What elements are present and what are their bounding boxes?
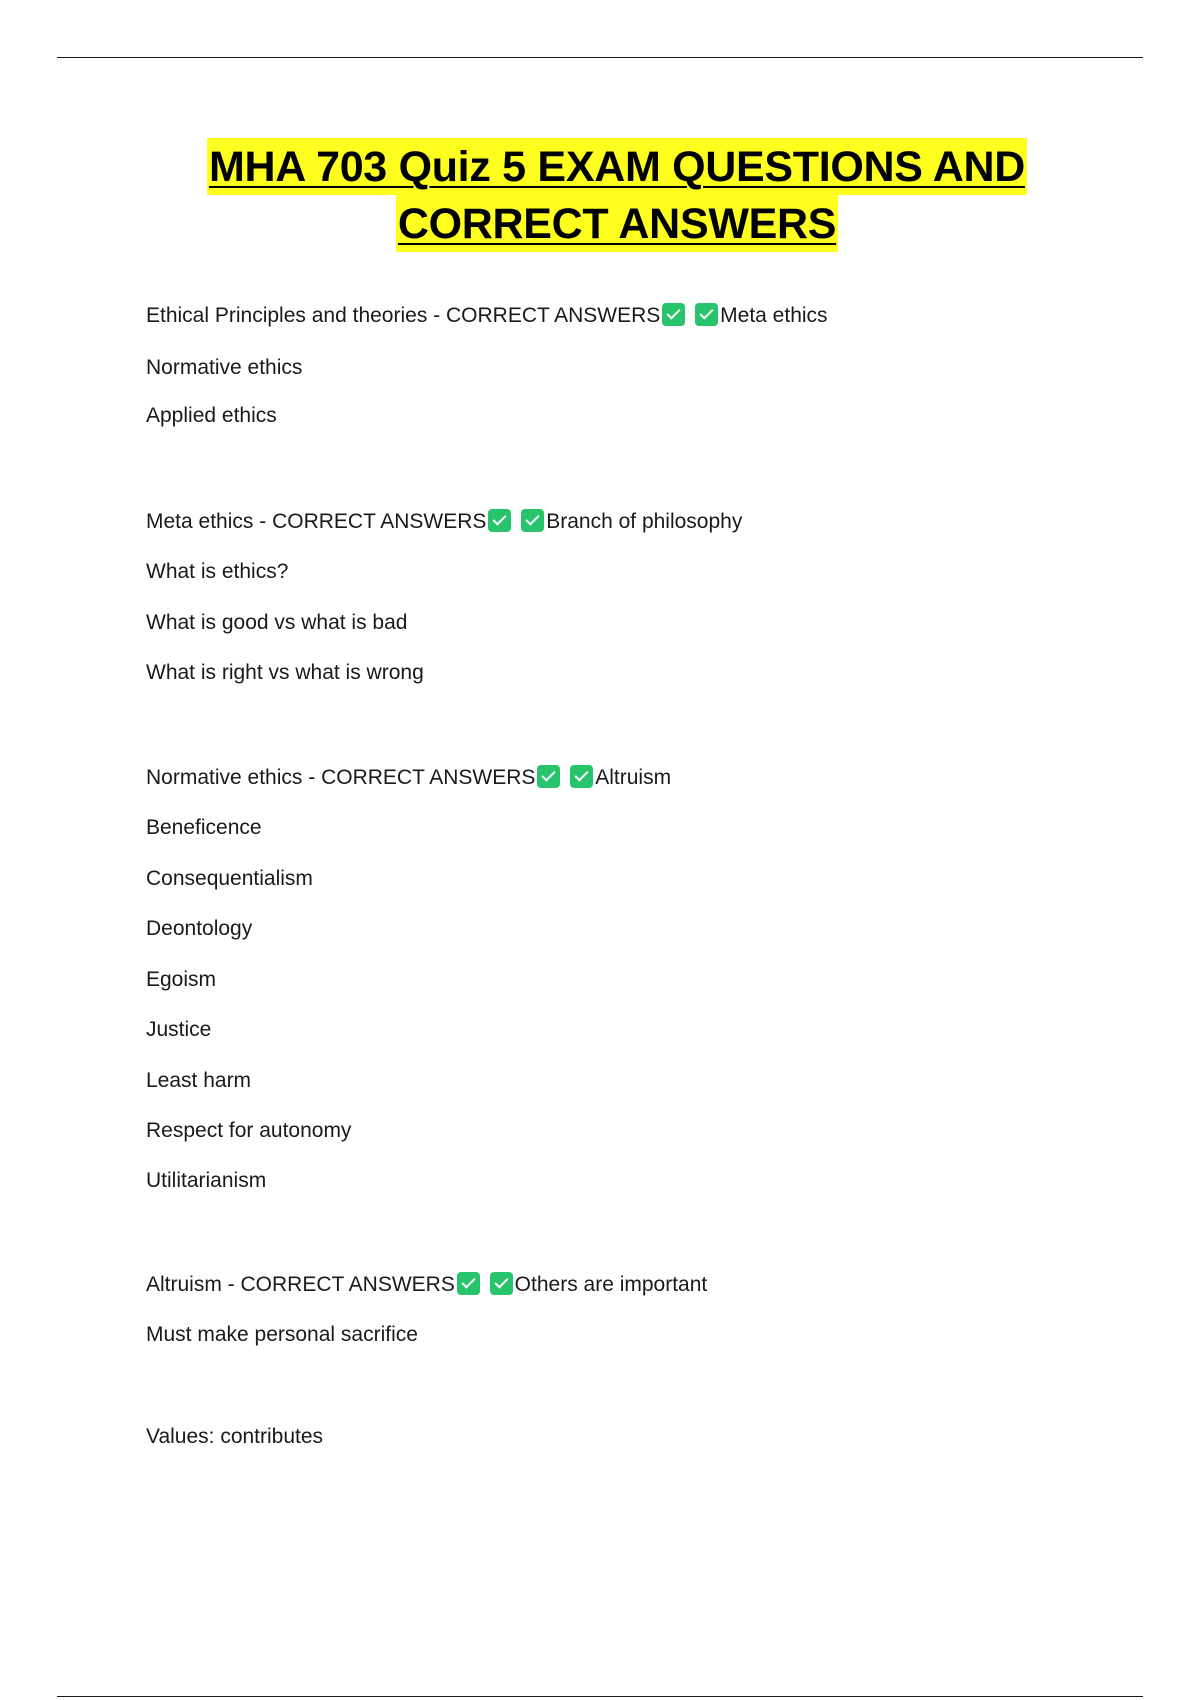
question-line: Ethical Principles and theories - CORRECT ANSWERS Meta ethics: [146, 304, 828, 327]
answer-line: What is ethics?: [146, 560, 289, 583]
answer-line: Respect for autonomy: [146, 1119, 352, 1142]
question-text: Altruism: [146, 1273, 222, 1296]
answer-text: Others are important: [514, 1273, 708, 1296]
title-line-2: CORRECT ANSWERS: [396, 195, 838, 252]
check-mark-icon: [570, 765, 593, 788]
answer-text: Branch of philosophy: [546, 510, 743, 533]
title-line-1: MHA 703 Quiz 5 EXAM QUESTIONS AND: [207, 138, 1027, 195]
check-mark-icon: [457, 1272, 480, 1295]
answer-line: Normative ethics: [146, 356, 303, 379]
document-title: [0, 138, 1200, 252]
answer-text: Altruism: [595, 766, 672, 789]
check-mark-icon: [662, 303, 685, 326]
question-line: Meta ethics - CORRECT ANSWERS Branch of philosophy: [146, 510, 743, 533]
footer-rule: [57, 1696, 1143, 1697]
answer-line: Egoism: [146, 968, 217, 991]
check-mark-icon: [695, 303, 718, 326]
question-text: Meta ethics: [146, 510, 254, 533]
trailing-text: Values: contributes: [146, 1425, 324, 1448]
answer-marker: CORRECT ANSWERS: [272, 510, 487, 533]
question-text: Normative ethics: [146, 766, 303, 789]
question-line: Normative ethics - CORRECT ANSWERS Altruism: [146, 766, 672, 789]
answer-line: Applied ethics: [146, 404, 277, 427]
answer-line: Beneficence: [146, 816, 262, 839]
check-mark-icon: [537, 765, 560, 788]
answer-marker: CORRECT ANSWERS: [321, 766, 536, 789]
answer-line: What is right vs what is wrong: [146, 661, 424, 684]
check-mark-icon: [521, 509, 544, 532]
check-mark-icon: [488, 509, 511, 532]
answer-marker: CORRECT ANSWERS: [446, 304, 661, 327]
answer-line: Consequentialism: [146, 867, 313, 890]
answer-line: Justice: [146, 1018, 212, 1041]
answer-line: Least harm: [146, 1069, 252, 1092]
question-line: Altruism - CORRECT ANSWERS Others are important: [146, 1273, 708, 1296]
answer-line: Must make personal sacrifice: [146, 1323, 418, 1346]
answer-text: Meta ethics: [720, 304, 828, 327]
answer-line: Utilitarianism: [146, 1169, 267, 1192]
question-text: Ethical Principles and theories: [146, 304, 428, 327]
answer-marker: CORRECT ANSWERS: [240, 1273, 455, 1296]
check-mark-icon: [490, 1272, 513, 1295]
answer-line: Deontology: [146, 917, 253, 940]
header-rule: [57, 57, 1143, 58]
answer-line: What is good vs what is bad: [146, 611, 408, 634]
